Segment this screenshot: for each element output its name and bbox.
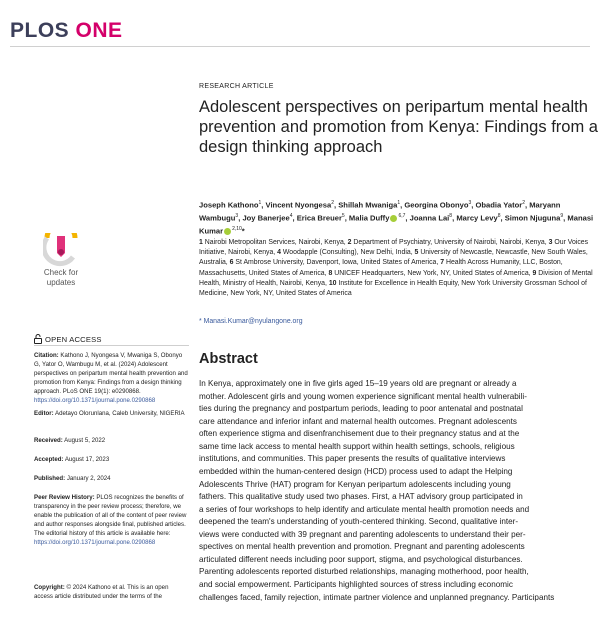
corresponding-marker: * [241, 226, 245, 236]
citation-label: Citation: [34, 352, 59, 359]
affiliation-text: Institute for Excellence in Health Equity, New York University Grossman School of Medicine, New York, NY, United States of America [199, 279, 587, 298]
affiliation-text: Our Voices Initiative, Nairobi, Kenya, [199, 239, 589, 257]
peer-review-text: PLOS recognizes the benefits of transparency in the peer review process; therefore, we enable the publication of all of the content of peer review and author responses alongside final, published articles. The editorial history of this article is available here: [34, 494, 187, 537]
affiliation-text: Nairobi Metropolitan Services, Nairobi, Kenya, [204, 239, 346, 246]
abstract-line: mother. Adolescent girls and young women experience significant mental health vulnerabili- [199, 391, 527, 401]
affiliation-text: Department of Psychiatry, University of Nairobi, Nairobi, Kenya, [353, 239, 547, 246]
author-affiliation-ref: 2 [522, 200, 525, 206]
author-name[interactable]: Vincent Nyongesa [265, 200, 332, 210]
check-updates-line2: updates [46, 278, 76, 287]
editor-block [34, 410, 189, 419]
author-name[interactable]: Malia Duffy [348, 213, 390, 223]
published-date: January 2, 2024 [66, 475, 111, 482]
affiliation-text: University of Newcastle, Newcastle, New South Wales, Australia, [199, 249, 588, 267]
abstract-line: views were conducted with 39 pregnant and parenting adolescents to understand their per- [199, 529, 526, 539]
copyright-label: Copyright: [34, 584, 65, 591]
check-updates-icon [43, 233, 79, 267]
affiliation-text: Health Across Humanity, LLC, Boston, Massachusetts, United States of America, [199, 259, 563, 277]
author-name[interactable]: Joy Banerjee [242, 213, 290, 223]
published-block [34, 475, 189, 484]
journal-name-plos: PLOS [10, 19, 70, 42]
abstract-line: a series of four workshops to help identify and articulate mental health promotion needs and [199, 504, 530, 514]
received-date: August 5, 2022 [64, 437, 106, 444]
author-affiliation-ref: 2,10 [232, 226, 242, 233]
affiliation-text: Woodapple (Consulting), New Delhi, India, [282, 249, 413, 257]
affiliation-number: 3 [548, 239, 553, 246]
abstract-line: same time lack access to mental health support within health settings, schools, religious [199, 441, 515, 451]
abstract-line: embedded within the human-centered design (HCD) process used to adapt the Helping [199, 466, 513, 476]
open-lock-icon [34, 334, 42, 344]
affiliation-text: UNICEF Headquarters, New York, NY, United States of America, [334, 269, 531, 277]
check-updates-line1: Check for [43, 268, 79, 277]
peer-review-block [34, 494, 189, 547]
author-affiliation-ref: 6,7 [398, 213, 406, 220]
citation-doi-link[interactable]: https://doi.org/10.1371/journal.pone.0290868 [34, 396, 156, 404]
abstract-line: institutions, and communities. This paper presents the results of qualitative interviews [199, 454, 506, 464]
author-name[interactable]: Joseph Kathono [199, 200, 259, 210]
affiliation-number: 9 [532, 269, 537, 277]
copyright-text: © 2024 Kathono et al. This is an open access article distributed under the terms of the [34, 584, 169, 600]
article-type: RESEARCH ARTICLE [199, 83, 274, 90]
author-affiliation-ref: 8 [449, 213, 453, 220]
affiliation-number: 1 [199, 239, 203, 246]
author-name[interactable]: Simon Njuguna [504, 213, 561, 223]
journal-logo[interactable] [10, 19, 123, 43]
affiliation-number: 6 [229, 259, 234, 267]
abstract-line: and social empowerment. Participants highlighted sources of stress including economic [199, 580, 513, 589]
abstract-line: In Kenya, approximately one in five girls aged 15–19 years old are pregnant or already a [199, 379, 517, 388]
open-access-label [34, 334, 102, 344]
copyright-block [34, 584, 189, 602]
author-name[interactable]: Manasi Kumar [199, 213, 594, 236]
header-divider [10, 46, 590, 47]
corresponding-email[interactable]: * Manasi.Kumar@nyulangone.org [199, 318, 303, 325]
abstract-heading: Abstract [199, 351, 258, 367]
received-block [34, 437, 189, 446]
article-title: Adolescent perspectives on peripartum mental health prevention and promotion from Kenya: Findings from a design thinking approach [199, 98, 598, 156]
received-label: Received: [34, 437, 63, 444]
abstract-line: deepened the team's understanding of youth-centered thinking. Second, qualitative inter- [199, 517, 519, 527]
journal-name-one: ONE [75, 19, 123, 42]
author-affiliation-ref: 2 [331, 200, 334, 206]
orcid-icon[interactable] [390, 215, 397, 222]
author-affiliation-ref: 9 [560, 213, 564, 220]
author-name[interactable]: Marcy Levy [456, 213, 498, 223]
author-name[interactable]: Maryann Wambugu [199, 200, 561, 223]
abstract-line: Adolescents Thrive (HAT) program for Kenyan peripartum adolescents including young [199, 479, 511, 489]
affiliation-number: 7 [440, 259, 445, 267]
abstract-line: challenges faced, family rejection, intimate partner violence and unplanned pregnancy. Participants [199, 592, 555, 602]
affiliation-number: 10 [328, 279, 337, 287]
author-list: Joseph Kathono$^1$, Vincent Nyongesa$^2$, Shillah Mwaniga$^1$, Georgina Obonyo$^3$, Obadia Yator$^2$, Maryann Wambugu$^3$, Joy Banerjee$^4$, Erica Breuer$^5$, Malia Duffy $^{6,7}$, Joanna Lai$^8$, Marcy Levy$^8$, Simon Njuguna$^9$, Manasi Kumar $^{2,10}$* [199, 200, 594, 236]
abstract-line: ties during the pregnancy and postpartum periods, leading to poor antenatal and postnatal [199, 404, 523, 414]
author-affiliation-ref: 4 [289, 213, 293, 220]
peer-review-label: Peer Review History: [34, 494, 95, 501]
affiliation-number: 4 [277, 249, 281, 257]
abstract-line: often experience stigma and disenfranchisement due to their pregnancy status and at the [199, 429, 520, 439]
author-name[interactable]: Georgina Obonyo [404, 200, 469, 210]
affiliation-number: 8 [328, 269, 333, 277]
accepted-date: August 17, 2023 [64, 456, 110, 463]
affiliations [199, 238, 599, 299]
affiliation-text: Division of Mental Health, Ministry of Health, Nairobi, Kenya, [199, 269, 593, 287]
orcid-icon[interactable] [224, 228, 231, 235]
accepted-block [34, 456, 189, 465]
author-name[interactable]: Joanna Lai [409, 213, 450, 223]
author-affiliation-ref: 3 [235, 213, 239, 220]
author-affiliation-ref: 8 [497, 213, 501, 220]
abstract-line: spectives on mental health prevention and promotion. Pregnant and parenting adolescents [199, 542, 525, 552]
abstract-line: articulated different needs including poor support, stigma, and psychological disturbances. [199, 554, 523, 564]
citation-text: Kathono J, Nyongesa V, Mwaniga S, Obonyo G, Yator O, Wambugu M, et al. (2024) Adolescent perspectives on peripartum mental health prevention and promotion from Kenya: Findings from a design thinking approach. PLoS ONE 19(1): e0290868. [34, 352, 188, 395]
open-access-divider [34, 345, 189, 346]
author-affiliation-ref: 1 [258, 200, 262, 206]
abstract-line: care attendance and inferior infant and maternal health outcomes. Pregnant adolescents [199, 416, 517, 426]
author-affiliation-ref: 1 [397, 200, 401, 206]
accepted-label: Accepted: [34, 456, 64, 463]
author-affiliation-ref: 3 [468, 200, 472, 206]
abstract-line: Parenting adolescents reported disturbed relationships, managing motherhood, poor health, [199, 567, 529, 577]
check-for-updates-badge[interactable] [35, 233, 87, 289]
citation-block [34, 352, 189, 405]
open-access-text: OPEN ACCESS [45, 334, 102, 344]
author-name[interactable]: Shillah Mwaniga [338, 200, 398, 210]
editor-label: Editor: [34, 410, 54, 417]
abstract-body [199, 378, 601, 604]
editor-text: Adetayo Olorunlana, Caleb University, NIGERIA [55, 410, 185, 417]
author-name[interactable]: Erica Breuer [296, 213, 342, 223]
affiliation-number: 5 [414, 249, 419, 257]
affiliation-text: St Ambrose University, Davenport, Iowa, United States of America, [235, 259, 439, 267]
author-name[interactable]: Obadia Yator [475, 200, 523, 210]
published-label: Published: [34, 475, 66, 482]
peer-review-doi-link[interactable]: https://doi.org/10.1371/journal.pone.0290868 [34, 538, 156, 546]
affiliation-number: 2 [347, 239, 352, 246]
author-affiliation-ref: 5 [341, 213, 345, 220]
abstract-line: fathers. This qualitative study used two phases. First, a HAT advisory group participated in [199, 492, 523, 502]
